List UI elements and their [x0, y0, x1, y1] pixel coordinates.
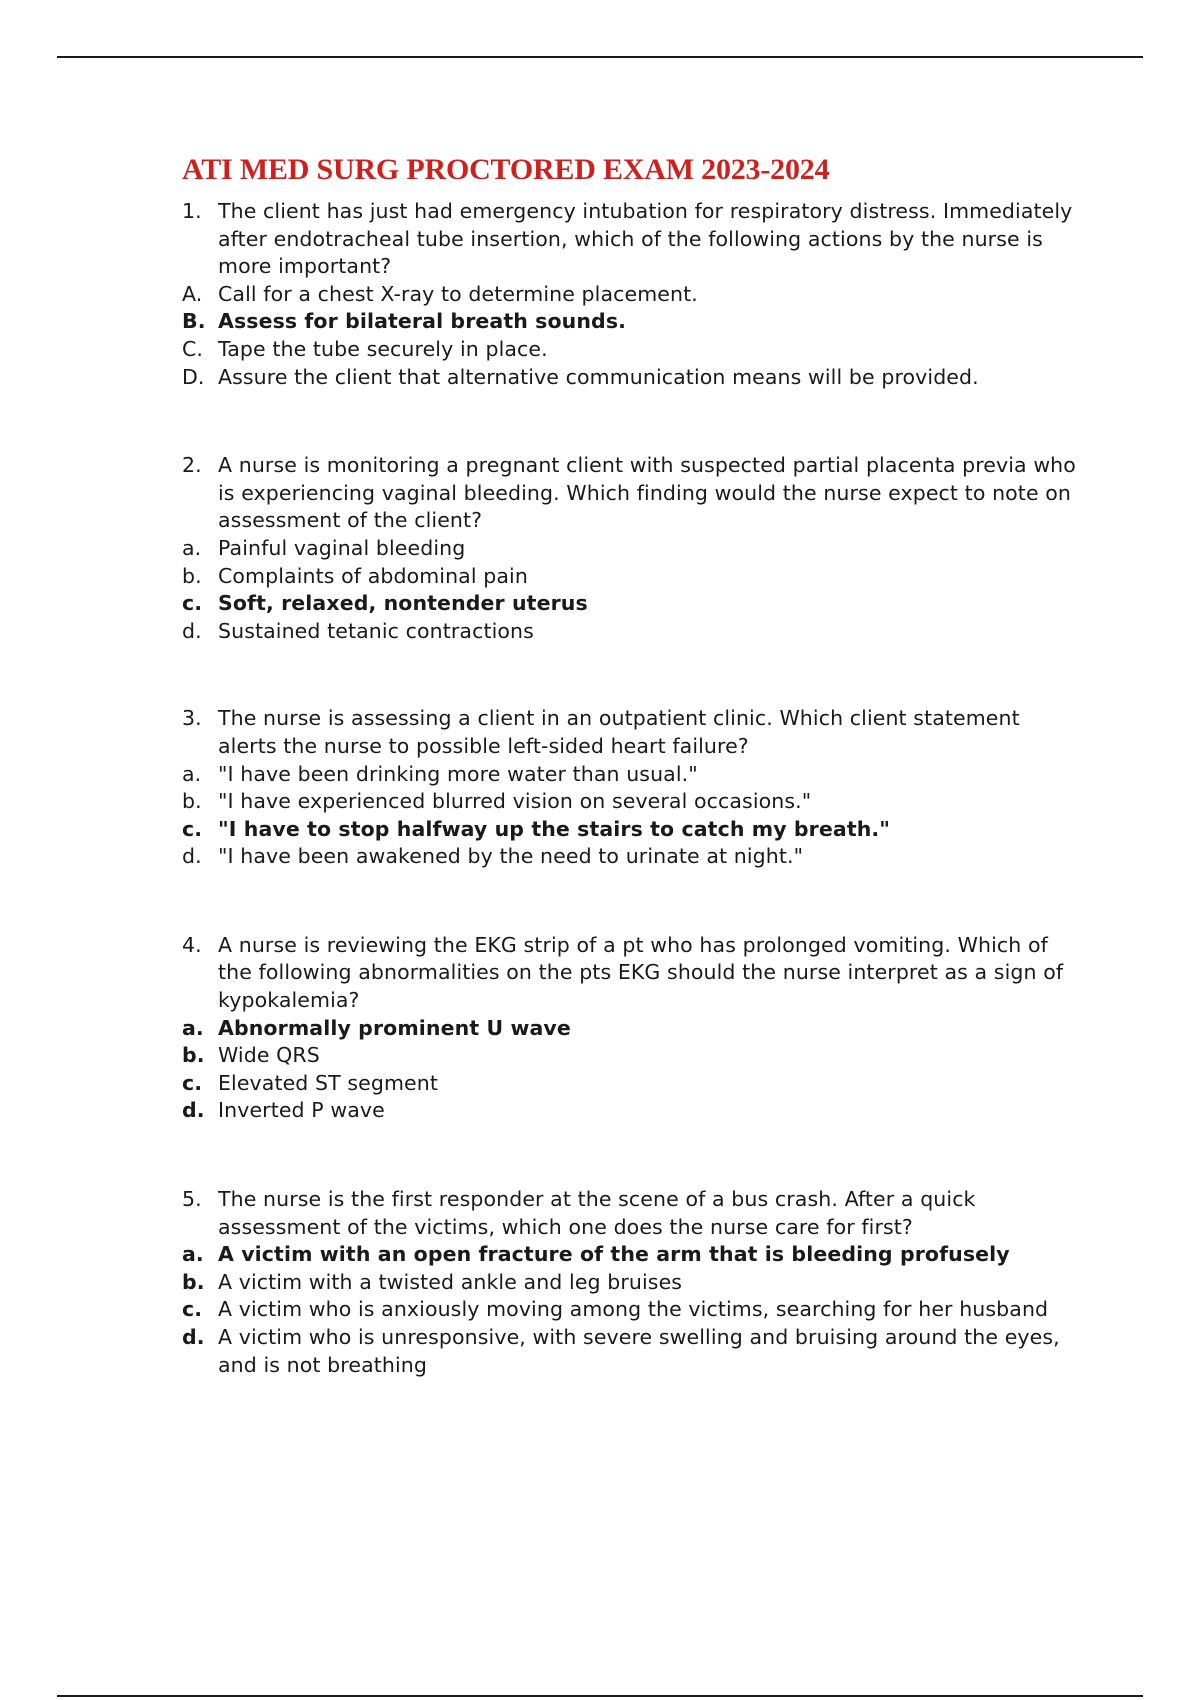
spacer — [182, 391, 1082, 452]
option-letter: a. — [182, 1015, 204, 1040]
question-text: A nurse is monitoring a pregnant client with suspected partial placenta previa who is experiencing vaginal bleeding. Which finding would the nurse expect to note on assessment of the client? — [218, 453, 1076, 533]
option-text: Wide QRS — [218, 1043, 320, 1068]
question-number: 4. — [182, 932, 202, 957]
question-4 — [182, 932, 1082, 1125]
option-letter: D. — [182, 364, 205, 389]
document-title: ATI MED SURG PROCTORED EXAM 2023-2024 — [182, 153, 830, 186]
option-text: Assess for bilateral breath sounds. — [218, 309, 627, 334]
option-text: "I have been awakened by the need to urinate at night." — [218, 844, 804, 869]
option-letter: c. — [182, 1070, 203, 1095]
option-text: Abnormally prominent U wave — [218, 1015, 571, 1040]
question-text: The nurse is the first responder at the scene of a bus crash. After a quick assessment of the victims, which one does the nurse care for first? — [218, 1187, 976, 1239]
answer-option — [182, 788, 1082, 816]
option-letter: B. — [182, 309, 206, 334]
option-letter: C. — [182, 336, 204, 361]
correct-answer-option — [182, 308, 1082, 336]
question-stem — [182, 452, 1082, 535]
option-text: Elevated ST segment — [218, 1070, 439, 1095]
option-letter: b. — [182, 563, 202, 588]
answer-option — [182, 336, 1082, 364]
question-stem — [182, 198, 1082, 281]
option-text: Inverted P wave — [218, 1098, 385, 1123]
option-letter: d. — [182, 618, 202, 643]
correct-answer-option — [182, 816, 1082, 844]
question-number: 5. — [182, 1187, 202, 1212]
option-text: Sustained tetanic contractions — [218, 618, 534, 643]
option-letter: a. — [182, 535, 202, 560]
option-letter: A. — [182, 281, 203, 306]
option-text: Painful vaginal bleeding — [218, 535, 466, 560]
answer-option — [182, 618, 1082, 646]
option-letter: c. — [182, 591, 203, 616]
answer-option — [182, 535, 1082, 563]
answer-option — [182, 761, 1082, 789]
question-5 — [182, 1186, 1082, 1379]
question-number: 2. — [182, 453, 202, 478]
question-text: A nurse is reviewing the EKG strip of a pt who has prolonged vomiting. Which of the following abnormalities on the pts EKG should the nurse interpret as a sign of kypokalemia? — [218, 932, 1064, 1013]
option-letter: a. — [182, 761, 202, 786]
option-text: A victim who is unresponsive, with severe swelling and bruising around the eyes, and is not breathing — [218, 1325, 1060, 1377]
answer-option — [182, 1324, 1082, 1379]
correct-answer-option — [182, 1015, 1082, 1043]
option-text: "I have been drinking more water than usual." — [218, 761, 698, 786]
document-body — [182, 152, 1082, 1379]
option-text: Soft, relaxed, nontender uterus — [218, 591, 588, 616]
answer-option — [182, 1296, 1082, 1324]
option-text: Tape the tube securely in place. — [218, 336, 548, 361]
bottom-rule — [57, 1695, 1143, 1697]
option-letter: c. — [182, 816, 203, 841]
option-letter: d. — [182, 844, 202, 869]
question-stem — [182, 1186, 1082, 1241]
question-text: The nurse is assessing a client in an outpatient clinic. Which client statement alerts the nurse to possible left-sided heart failure? — [218, 706, 1020, 758]
answer-option — [182, 281, 1082, 309]
option-letter: b. — [182, 789, 202, 814]
correct-answer-option — [182, 590, 1082, 618]
option-text: A victim with a twisted ankle and leg bruises — [218, 1269, 683, 1294]
option-text: A victim with an open fracture of the arm that is bleeding profusely — [218, 1242, 1010, 1267]
option-text: A victim who is anxiously moving among the victims, searching for her husband — [218, 1297, 1049, 1322]
correct-answer-option — [182, 1241, 1082, 1269]
option-letter: d. — [182, 1098, 205, 1123]
option-text: Complaints of abdominal pain — [218, 563, 528, 588]
spacer — [182, 1125, 1082, 1186]
top-rule — [57, 56, 1143, 58]
spacer — [182, 871, 1082, 932]
option-letter: c. — [182, 1297, 203, 1322]
spacer — [182, 645, 1082, 705]
question-text: The client has just had emergency intubation for respiratory distress. Immediately after endotracheal tube insertion, which of the following actions by the nurse is more important? — [218, 199, 1073, 279]
answer-option — [182, 563, 1082, 591]
option-letter: b. — [182, 1043, 205, 1068]
option-text: Assure the client that alternative communication means will be provided. — [218, 364, 979, 389]
question-1 — [182, 198, 1082, 391]
option-letter: b. — [182, 1269, 205, 1294]
option-text: "I have to stop halfway up the stairs to catch my breath." — [218, 816, 891, 841]
option-letter: d. — [182, 1325, 205, 1349]
answer-option — [182, 1042, 1082, 1070]
question-2 — [182, 452, 1082, 645]
question-number: 3. — [182, 706, 202, 731]
option-letter: a. — [182, 1242, 204, 1267]
option-text: "I have experienced blurred vision on several occasions." — [218, 789, 812, 814]
answer-option — [182, 1269, 1082, 1297]
question-stem — [182, 932, 1082, 1015]
question-3 — [182, 705, 1082, 871]
answer-option — [182, 1097, 1082, 1125]
answer-option — [182, 843, 1082, 871]
question-stem — [182, 705, 1082, 760]
question-number: 1. — [182, 199, 202, 223]
answer-option — [182, 364, 1082, 392]
answer-option — [182, 1070, 1082, 1098]
option-text: Call for a chest X-ray to determine placement. — [218, 281, 698, 306]
